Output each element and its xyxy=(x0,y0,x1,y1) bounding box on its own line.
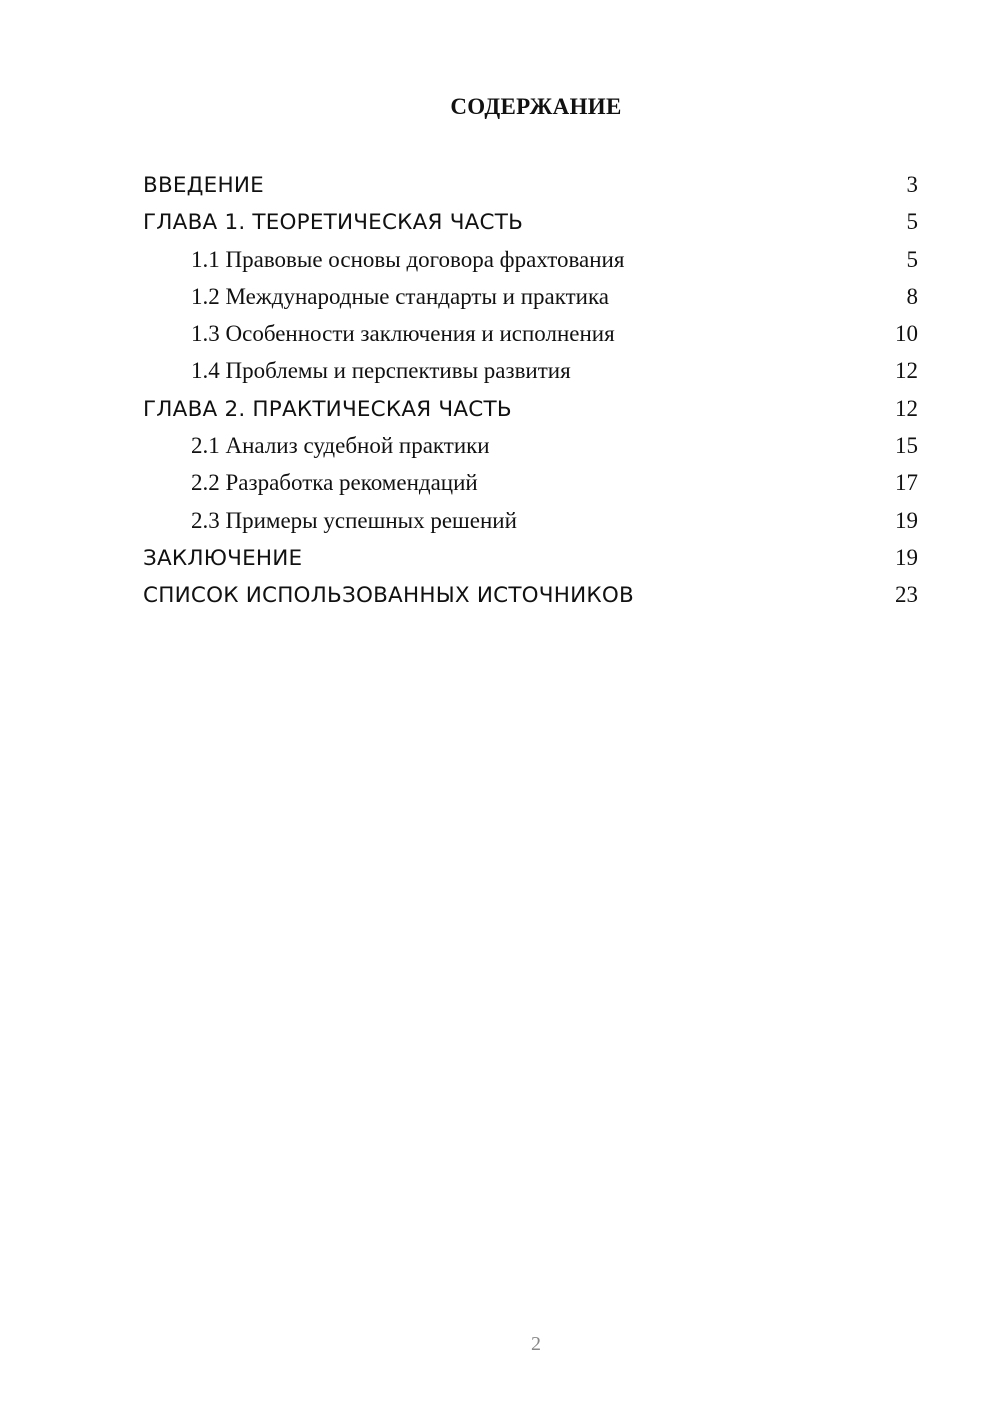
toc-entry-label: ГЛАВА 1. ТЕОРЕТИЧЕСКАЯ ЧАСТЬ xyxy=(143,210,524,236)
toc-entry xyxy=(143,390,918,427)
page-number: 2 xyxy=(531,1333,541,1355)
toc-entry xyxy=(143,539,918,576)
toc-entry xyxy=(143,166,918,203)
toc-entry-label: 2.3 Примеры успешных решений xyxy=(191,507,517,533)
toc-entry-label: 1.2 Международные стандарты и практика xyxy=(191,283,609,309)
toc-entry-page: 12 xyxy=(895,395,918,421)
toc-entry-label: 2.1 Анализ судебной практики xyxy=(191,433,490,459)
toc-entry-label: ЗАКЛЮЧЕНИЕ xyxy=(143,545,303,571)
toc-entry-label: ВВЕДЕНИЕ xyxy=(143,173,264,198)
toc-entry xyxy=(143,502,918,539)
toc-entry xyxy=(143,352,918,389)
toc-entry-label: ГЛАВА 2. ПРАКТИЧЕСКАЯ ЧАСТЬ xyxy=(143,396,512,422)
toc-entry-page: 8 xyxy=(906,283,918,309)
toc-entry-label: 1.4 Проблемы и перспективы развития xyxy=(191,358,571,384)
toc-entry-page: 5 xyxy=(906,246,918,272)
toc-entry-label: СПИСОК ИСПОЛЬЗОВАННЫХ ИСТОЧНИКОВ xyxy=(143,583,634,609)
toc-entry-label: 1.3 Особенности заключения и исполнения xyxy=(191,321,615,347)
toc-entry xyxy=(143,464,918,501)
toc-entry xyxy=(143,576,918,613)
toc-entry-page: 10 xyxy=(895,321,918,347)
toc-entry xyxy=(143,315,918,352)
toc-entry-label: 2.2 Разработка рекомендаций xyxy=(191,470,478,496)
toc-entry xyxy=(143,427,918,464)
toc-entry-page: 19 xyxy=(895,544,918,570)
toc-entry-page: 17 xyxy=(895,470,918,496)
page-title: СОДЕРЖАНИЕ xyxy=(450,94,622,119)
toc-entry-page: 3 xyxy=(906,172,918,197)
toc-entry xyxy=(143,278,918,315)
table-of-contents xyxy=(143,166,918,614)
toc-entry-page: 15 xyxy=(895,433,918,459)
toc-entry-page: 12 xyxy=(895,358,918,384)
toc-entry xyxy=(143,241,918,278)
toc-entry-page: 19 xyxy=(895,507,918,533)
toc-entry xyxy=(143,203,918,240)
toc-entry-page: 5 xyxy=(906,209,918,235)
toc-entry-label: 1.1 Правовые основы договора фрахтования xyxy=(191,246,625,272)
toc-entry-page: 23 xyxy=(895,582,918,608)
